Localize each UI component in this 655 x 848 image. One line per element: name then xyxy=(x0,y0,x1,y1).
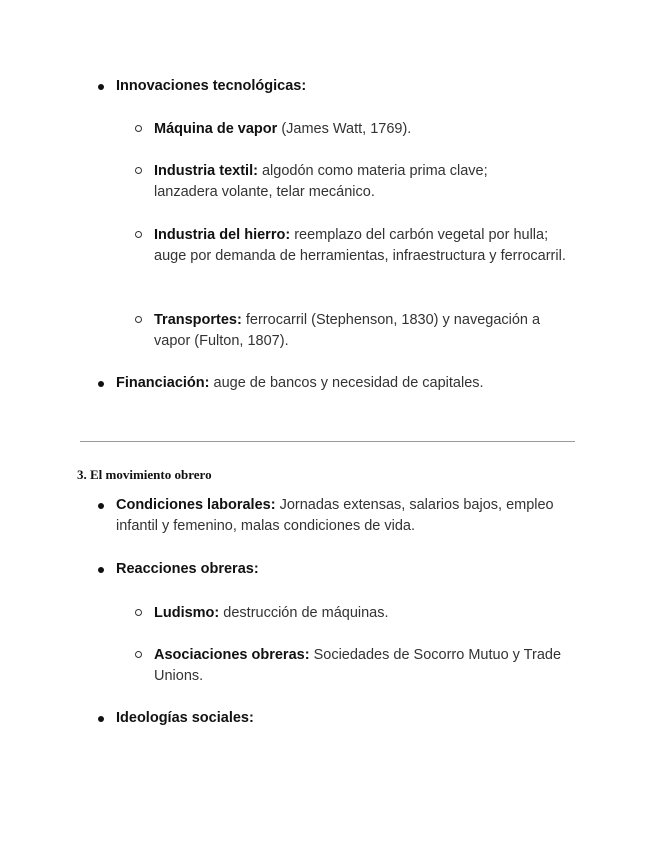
bullet-icon xyxy=(98,84,104,90)
circle-bullet-icon xyxy=(135,167,142,174)
item-text: algodón como materia prima clave; lanzadera volante, telar mecánico. xyxy=(154,163,488,200)
sublist-item-ludismo xyxy=(154,603,579,624)
list-item-reacciones-obreras xyxy=(116,559,576,580)
item-text: Sociedades de Socorro Mutuo y Trade Unions. xyxy=(154,647,562,684)
circle-bullet-icon xyxy=(135,609,142,616)
sublist-item-industria-hierro xyxy=(154,225,584,267)
item-label: Ideologías sociales: xyxy=(116,710,254,726)
item-label: Financiación: xyxy=(116,375,210,391)
bullet-icon xyxy=(98,503,104,509)
item-text: Jornadas extensas, salarios bajos, empleo infantil y femenino, malas condiciones de vida. xyxy=(116,497,554,534)
item-label: Condiciones laborales: xyxy=(116,497,276,513)
item-text: ferrocarril (Stephenson, 1830) y navegación a vapor (Fulton, 1807). xyxy=(154,312,541,349)
circle-bullet-icon xyxy=(135,125,142,132)
item-label: Industria textil: xyxy=(154,163,258,179)
sublist-item-asociaciones-obreras xyxy=(154,645,579,687)
section-heading: 3. El movimiento obrero xyxy=(77,467,212,482)
item-label: Transportes: xyxy=(154,312,242,328)
list-item-innovaciones xyxy=(116,76,576,97)
list-item-financiacion xyxy=(116,373,576,394)
item-label: Reacciones obreras: xyxy=(116,561,259,577)
sublist-item-industria-textil xyxy=(154,161,534,203)
bullet-icon xyxy=(98,381,104,387)
item-text: (James Watt, 1769). xyxy=(281,121,412,137)
list-item-condiciones-laborales xyxy=(116,495,556,537)
item-label: Asociaciones obreras: xyxy=(154,647,310,663)
bullet-icon xyxy=(98,567,104,573)
item-text: reemplazo del carbón vegetal por hulla; auge por demanda de herramientas, infraestructura y ferrocarril. xyxy=(154,227,566,264)
bullet-icon xyxy=(98,716,104,722)
item-label: Ludismo: xyxy=(154,605,220,621)
horizontal-divider xyxy=(80,441,575,442)
item-label: Industria del hierro: xyxy=(154,227,291,243)
circle-bullet-icon xyxy=(135,316,142,323)
item-text: auge de bancos y necesidad de capitales. xyxy=(213,375,484,391)
circle-bullet-icon xyxy=(135,651,142,658)
item-label: Innovaciones tecnológicas: xyxy=(116,78,307,94)
item-label: Máquina de vapor xyxy=(154,121,278,137)
sublist-item-transportes xyxy=(154,310,579,352)
circle-bullet-icon xyxy=(135,231,142,238)
item-text: destrucción de máquinas. xyxy=(223,605,389,621)
list-item-ideologias-sociales xyxy=(116,708,576,729)
sublist-item-maquina-vapor xyxy=(154,119,579,140)
